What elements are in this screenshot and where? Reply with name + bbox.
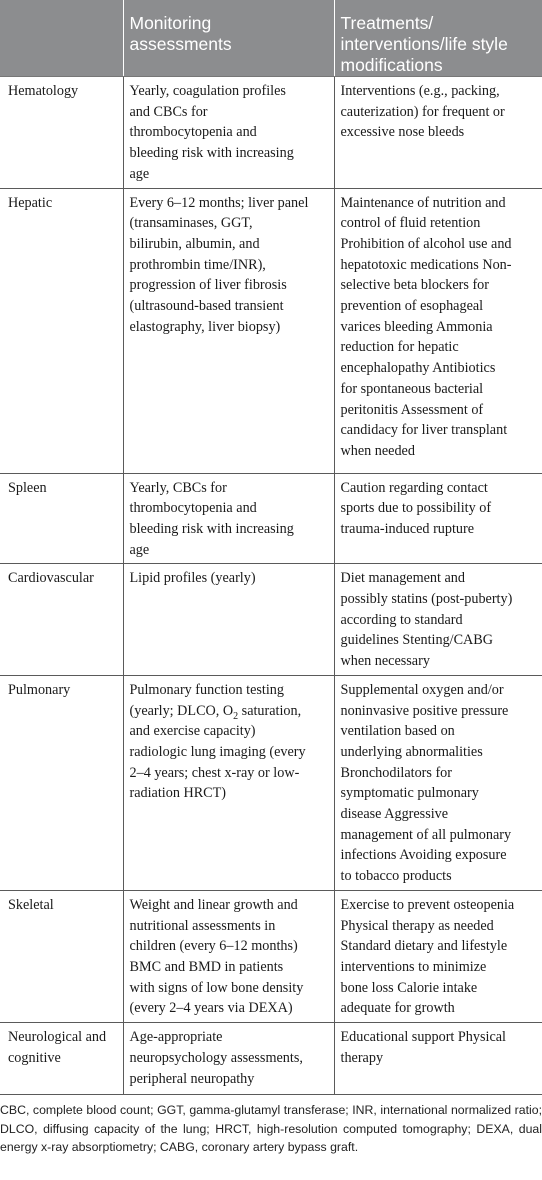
row-treatment-cell: Diet management and possibly statins (post-puberty) according to standard guidelines Stenting/CABG when necessary: [334, 564, 542, 676]
table-row: [0, 890, 542, 1022]
row-treatment-cell: Educational support Physical therapy: [334, 1023, 542, 1095]
row-treatment-cell: Supplemental oxygen and/or noninvasive positive pressure ventilation based on underlying abnormalities Bronchodilators for symptomatic pulmonary disease Aggressive management of all pulmonary infections Avoiding exposure to tobacco products: [334, 675, 542, 890]
table-row: [0, 564, 542, 676]
pulmonary-monitoring-line1: Pulmonary function testing: [129, 681, 284, 698]
row-monitoring-cell: Lipid profiles (yearly): [123, 564, 334, 676]
table-row: [0, 1023, 542, 1095]
table-row: [0, 473, 542, 564]
pulmonary-monitoring-line2-post: saturation,: [238, 702, 302, 719]
row-system-label: Pulmonary: [0, 675, 123, 890]
table-header-row: [0, 0, 542, 77]
row-system-label: Neurological and cognitive: [0, 1023, 123, 1095]
row-monitoring-cell: Age-appropriate neuropsychology assessments, peripheral neuropathy: [123, 1023, 334, 1095]
table-row: [0, 77, 542, 189]
header-treatments: Treatments/ interventions/life style modifications: [334, 0, 542, 77]
row-treatment-cell: Caution regarding contact sports due to possibility of trauma-induced rupture: [334, 473, 542, 564]
row-monitoring-cell: Yearly, CBCs for thrombocytopenia and bleeding risk with increasing age: [123, 473, 334, 564]
pulmonary-monitoring-rest: and exercise capacity) radiologic lung imaging (every 2–4 years; chest x-ray or low- radiation HRCT): [129, 723, 306, 802]
row-system-label: Cardiovascular: [0, 564, 123, 676]
row-system-label: Hepatic: [0, 188, 123, 473]
o2-subscript: 2: [233, 710, 239, 722]
row-treatment-cell: Exercise to prevent osteopenia Physical therapy as needed Standard dietary and lifestyle interventions to minimize bone loss Calorie intake adequate for growth: [334, 890, 542, 1022]
row-treatment-cell: Maintenance of nutrition and control of fluid retention Prohibition of alcohol use and hepatotoxic medications Non- selective beta blockers for prevention of esophageal varices bleeding Ammonia reduction for hepatic encephalopathy Antibiotics for spontaneous bacterial peritonitis Assessment of candidacy for liver transplant when needed: [334, 188, 542, 473]
table-footnote: CBC, complete blood count; GGT, gamma-glutamyl transferase; INR, international normalized ratio; DLCO, diffusing capacity of the lung; HRCT, high-resolution computed tomography; DEXA, dual energy x-ray absorptiometry; CABG, coronary artery bypass graft.: [0, 1103, 542, 1154]
table-row: [0, 188, 542, 473]
row-monitoring-cell: Yearly, coagulation profiles and CBCs for thrombocytopenia and bleeding risk with increasing age: [123, 77, 334, 189]
row-system-label: Skeletal: [0, 890, 123, 1022]
header-monitoring: Monitoring assessments: [123, 0, 334, 77]
row-treatment-cell: Interventions (e.g., packing, cauterization) for frequent or excessive nose bleeds: [334, 77, 542, 189]
header-system: [0, 0, 123, 77]
pulmonary-monitoring-line2-pre: (yearly; DLCO, O: [129, 702, 234, 719]
row-monitoring-cell: Weight and linear growth and nutritional assessments in children (every 6–12 months) BMC and BMD in patients with signs of low bone density (every 2–4 years via DEXA): [123, 890, 334, 1022]
table-row: [0, 675, 542, 890]
row-system-label: Spleen: [0, 473, 123, 564]
row-monitoring-cell: Every 6–12 months; liver panel (transaminases, GGT, bilirubin, albumin, and prothrombin time/INR), progression of liver fibrosis (ultrasound-based transient elastography, liver biopsy): [123, 188, 334, 473]
row-monitoring-cell: [123, 675, 334, 890]
row-system-label: Hematology: [0, 77, 123, 189]
